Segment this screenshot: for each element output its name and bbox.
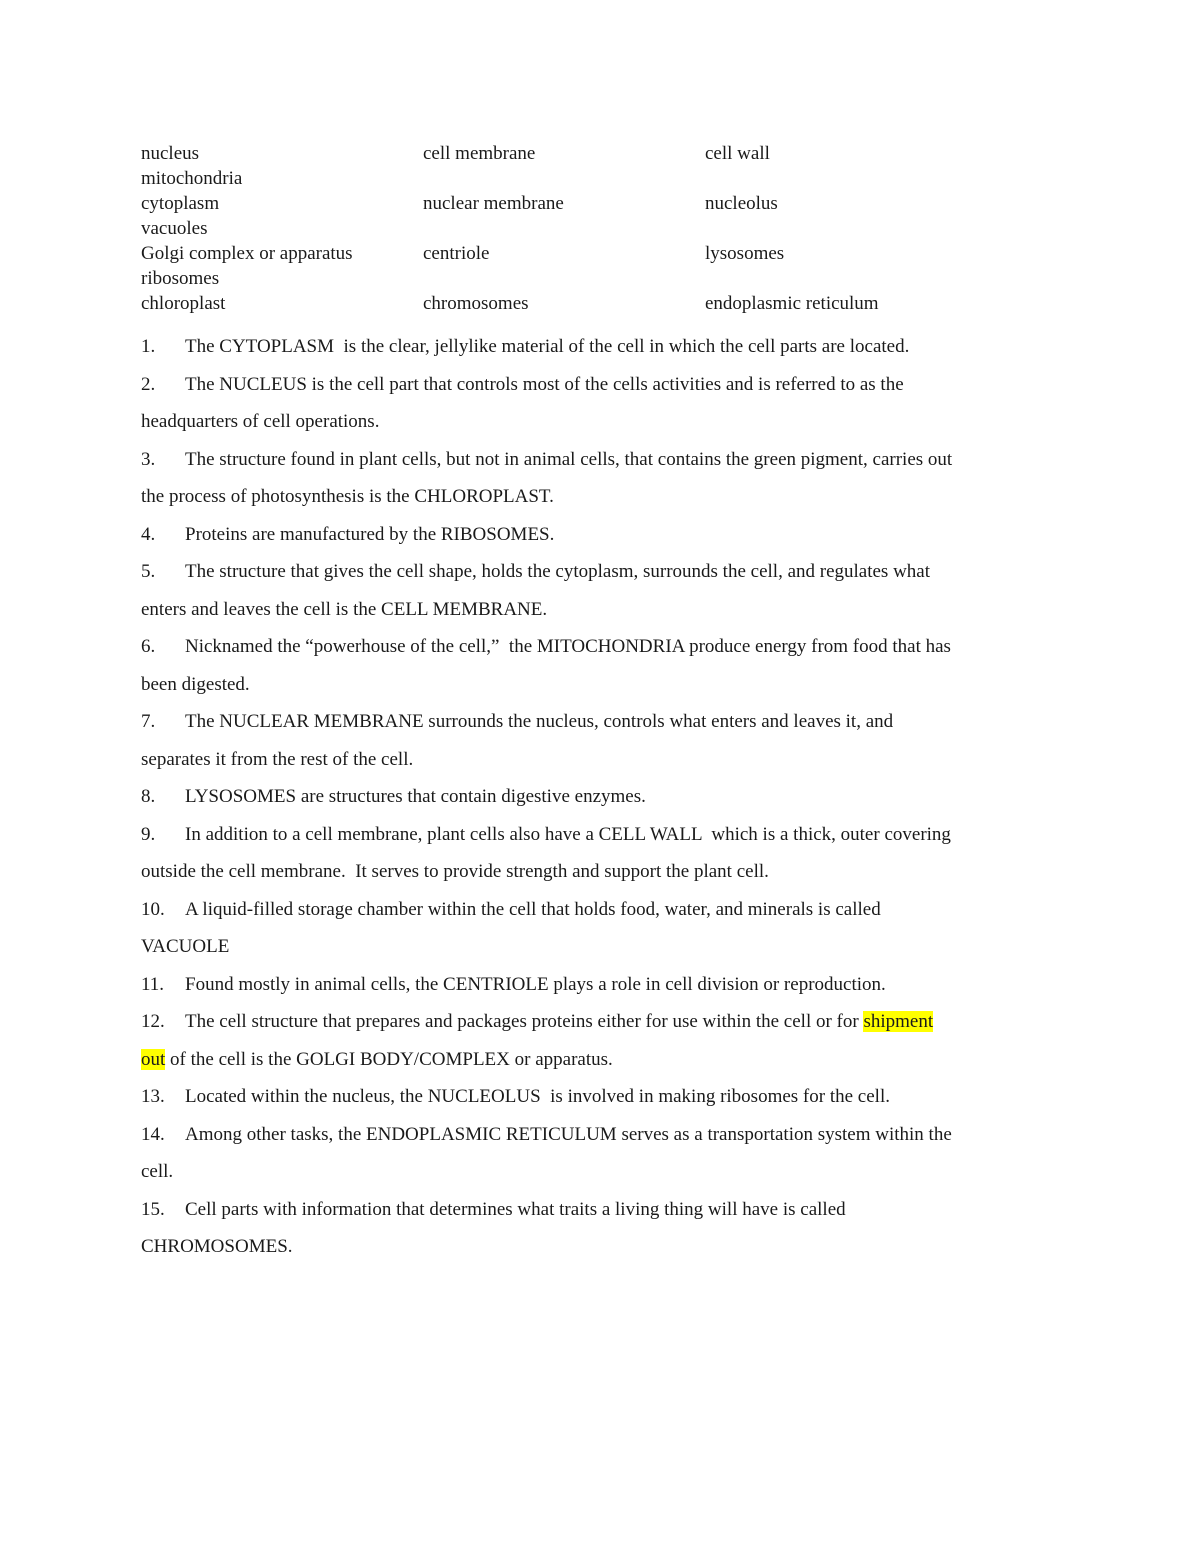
word-bank-term: chloroplast <box>141 293 226 314</box>
question-text: Cell parts with information that determines what traits a living thing will have is called <box>185 1198 846 1220</box>
question-item <box>141 966 1061 1004</box>
word-bank-term: vacuoles <box>141 218 208 239</box>
question-text: Found mostly in animal cells, the CENTRIOLE plays a role in cell division or reproduction. <box>185 973 886 995</box>
word-bank-term: endoplasmic reticulum <box>705 293 879 314</box>
question-item <box>141 628 1061 703</box>
question-text: Located within the nucleus, the NUCLEOLUS is involved in making ribosomes for the cell. <box>185 1086 890 1107</box>
question-item <box>141 1003 1061 1078</box>
word-bank-term: ribosomes <box>141 268 220 289</box>
question-text: A liquid-filled storage chamber within the cell that holds food, water, and minerals is called <box>185 898 881 920</box>
word-bank-term: centriole <box>423 243 490 264</box>
question-text-continued: VACUOLE <box>141 936 230 957</box>
question-item <box>141 1116 1061 1191</box>
question-text: The structure found in plant cells, but not in animal cells, that contains the green pigment, carries out <box>185 448 953 470</box>
question-number: 9. <box>141 823 156 845</box>
question-item <box>141 703 1061 778</box>
word-bank-row <box>141 266 1061 291</box>
question-number: 12. <box>141 1011 165 1032</box>
question-number: 10. <box>141 898 165 920</box>
question-item <box>141 1191 1061 1266</box>
question-number: 4. <box>141 523 156 545</box>
question-item <box>141 441 1061 516</box>
question-item <box>141 1078 1061 1116</box>
word-bank-term: Golgi complex or apparatus <box>141 243 353 264</box>
question-text <box>185 1003 1061 1041</box>
word-bank-row <box>141 241 1061 266</box>
question-item <box>141 553 1061 628</box>
question-number: 8. <box>141 786 156 807</box>
question-number: 6. <box>141 636 156 657</box>
word-bank-row <box>141 166 1061 191</box>
word-bank-term: nucleus <box>141 143 200 164</box>
question-text-part: of the cell is the GOLGI BODY/COMPLEX or apparatus. <box>165 1048 613 1070</box>
word-bank-row <box>141 141 1061 166</box>
question-text: In addition to a cell membrane, plant cells also have a CELL WALL which is a thick, outer covering <box>185 823 951 845</box>
word-bank-term: cytoplasm <box>141 193 220 214</box>
word-bank-term: cell membrane <box>423 143 536 164</box>
question-text-continued: enters and leaves the cell is the CELL MEMBRANE. <box>141 598 548 620</box>
question-number: 7. <box>141 711 156 732</box>
word-bank-row <box>141 191 1061 216</box>
question-text-continued: headquarters of cell operations. <box>141 411 380 432</box>
question-item <box>141 891 1061 966</box>
question-number: 1. <box>141 336 156 357</box>
question-text: The structure that gives the cell shape, holds the cytoplasm, surrounds the cell, and regulates what <box>185 561 931 582</box>
question-text: Proteins are manufactured by the RIBOSOMES. <box>185 523 555 545</box>
question-number: 11. <box>141 973 165 995</box>
word-bank-row <box>141 216 1061 241</box>
question-number: 2. <box>141 373 156 395</box>
question-item <box>141 328 1061 366</box>
word-bank-term: mitochondria <box>141 168 243 189</box>
highlighted-text: shipment <box>863 1011 934 1032</box>
word-bank <box>141 141 1061 316</box>
question-list <box>141 328 1061 1266</box>
question-text-continued: outside the cell membrane. It serves to provide strength and support the plant cell. <box>141 861 769 882</box>
question-text-continued <box>141 1041 1061 1079</box>
question-text: LYSOSOMES are structures that contain digestive enzymes. <box>185 786 646 807</box>
highlighted-text: out <box>141 1048 166 1070</box>
word-bank-term: cell wall <box>705 143 770 164</box>
question-text-continued: separates it from the rest of the cell. <box>141 748 414 770</box>
question-text-continued: the process of photosynthesis is the CHLOROPLAST. <box>141 486 554 507</box>
question-text-continued: been digested. <box>141 673 250 695</box>
word-bank-row <box>141 291 1061 316</box>
question-number: 13. <box>141 1086 165 1107</box>
word-bank-term: chromosomes <box>423 293 529 314</box>
question-number: 3. <box>141 448 156 470</box>
question-number: 14. <box>141 1123 165 1145</box>
question-text-part: The cell structure that prepares and packages proteins either for use within the cell or for <box>185 1011 864 1032</box>
question-text-continued: CHROMOSOMES. <box>141 1236 293 1257</box>
word-bank-term: lysosomes <box>705 243 785 264</box>
question-number: 5. <box>141 561 156 582</box>
question-text: Among other tasks, the ENDOPLASMIC RETICULUM serves as a transportation system within the <box>185 1123 952 1145</box>
question-text: Nicknamed the “powerhouse of the cell,” the MITOCHONDRIA produce energy from food that has <box>185 636 951 657</box>
word-bank-term: nucleolus <box>705 193 778 214</box>
question-text: The NUCLEAR MEMBRANE surrounds the nucleus, controls what enters and leaves it, and <box>185 711 894 732</box>
question-item <box>141 778 1061 816</box>
question-number: 15. <box>141 1198 165 1220</box>
question-text: The CYTOPLASM is the clear, jellylike material of the cell in which the cell parts are located. <box>185 336 910 357</box>
question-item <box>141 816 1061 891</box>
word-bank-term: nuclear membrane <box>423 193 564 214</box>
question-item <box>141 366 1061 441</box>
question-item <box>141 516 1061 554</box>
question-text-continued: cell. <box>141 1161 174 1182</box>
question-text: The NUCLEUS is the cell part that controls most of the cells activities and is referred to as the <box>185 373 904 395</box>
